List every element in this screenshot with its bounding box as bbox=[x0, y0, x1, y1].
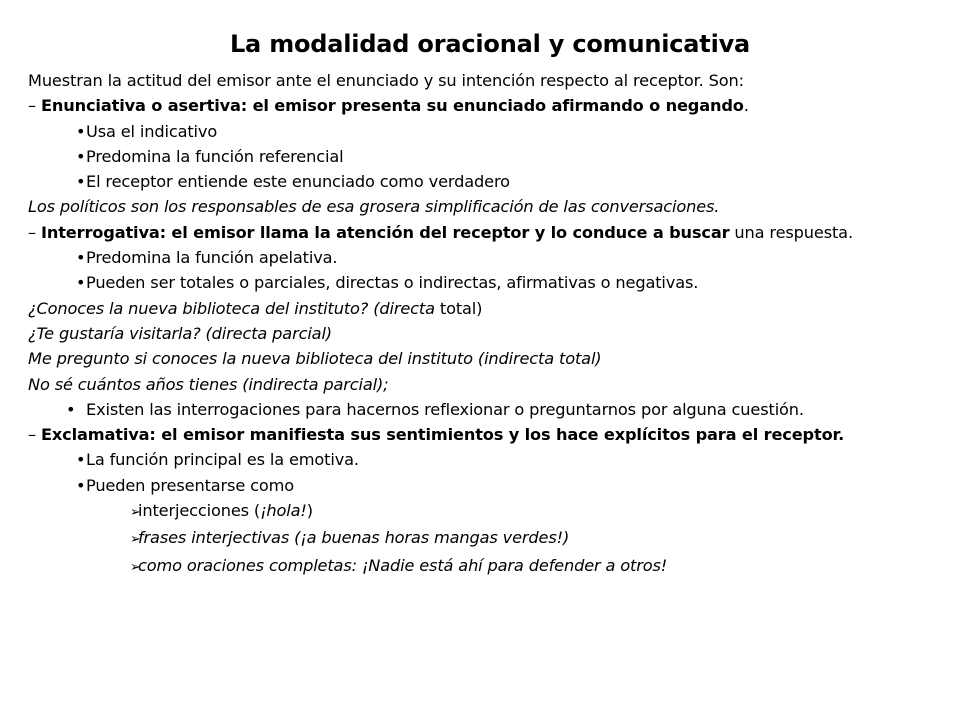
interrogativa-example: No sé cuántos años tienes (indirecta parcial); bbox=[28, 374, 389, 394]
enunciativa-heading-line bbox=[28, 93, 950, 118]
exclamativa-heading: Exclamativa: el emisor manifiesta sus sentimientos y los hace explícitos para el receptor. bbox=[40, 425, 845, 445]
bullet-text: Pueden presentarse como bbox=[86, 475, 295, 495]
interrogativa-example: Me pregunto si conoces la nueva biblioteca del instituto (indirecta total) bbox=[28, 349, 602, 369]
bullet-text: Usa el indicativo bbox=[86, 121, 218, 141]
bullet-icon: • bbox=[66, 399, 76, 419]
interrogativa-example bbox=[28, 296, 950, 321]
interrogativa-heading: Interrogativa: el emisor llama la atención del receptor y lo conduce a buscar bbox=[40, 222, 730, 242]
subitem-italic: frases interjectivas (¡a buenas horas mangas verdes!) bbox=[138, 528, 570, 548]
list-item bbox=[28, 397, 950, 422]
subitem-italic: ¡hola! bbox=[260, 501, 307, 521]
slide-title: La modalidad oracional y comunicativa bbox=[229, 30, 751, 58]
intro-text: Muestran la actitud del emisor ante el enunciado y su intención respecto al receptor. Son: bbox=[28, 71, 744, 90]
exclamativa-heading-line bbox=[28, 422, 950, 447]
bullet-icon: • bbox=[76, 475, 86, 495]
list-item bbox=[28, 270, 950, 295]
example-italic: ¿Conoces la nueva biblioteca del instituto? (directa bbox=[28, 298, 435, 318]
list-item bbox=[28, 245, 950, 270]
slide-body bbox=[28, 68, 950, 580]
example-plain: total) bbox=[434, 298, 483, 318]
arrow-bullet-icon: ➢ bbox=[130, 532, 141, 548]
interrogativa-example: ¿Te gustaría visitarla? (directa parcial) bbox=[28, 323, 332, 343]
dash: – bbox=[28, 96, 41, 116]
bullet-text: Predomina la función apelativa. bbox=[86, 248, 338, 268]
list-item bbox=[28, 473, 950, 498]
interrogativa-heading-line bbox=[28, 220, 950, 245]
list-item bbox=[28, 119, 950, 144]
bullet-icon: • bbox=[76, 248, 86, 268]
bullet-text: Existen las interrogaciones para hacernos reflexionar o preguntarnos por alguna cuestión. bbox=[86, 399, 804, 419]
list-item bbox=[28, 144, 950, 169]
enunciativa-example: Los políticos son los responsables de esa grosera simplificación de las conversaciones. bbox=[28, 197, 720, 217]
bullet-text: Predomina la función referencial bbox=[86, 146, 344, 166]
list-item bbox=[28, 447, 950, 472]
bullet-icon: • bbox=[76, 450, 86, 470]
enunciativa-heading: Enunciativa o asertiva: el emisor presenta su enunciado afirmando o negando bbox=[40, 96, 744, 116]
bullet-text: Pueden ser totales o parciales, directas o indirectas, afirmativas o negativas. bbox=[86, 273, 699, 293]
bullet-text: El receptor entiende este enunciado como verdadero bbox=[86, 172, 510, 192]
enunciativa-heading-end: . bbox=[743, 96, 749, 116]
arrow-bullet-icon: ➢ bbox=[130, 559, 141, 575]
bullet-icon: • bbox=[76, 121, 86, 141]
bullet-icon: • bbox=[76, 273, 86, 293]
bullet-icon: • bbox=[76, 172, 86, 192]
bullet-text: La función principal es la emotiva. bbox=[86, 450, 359, 470]
subitem-italic: como oraciones completas: ¡Nadie está ahí para defender a otros! bbox=[138, 555, 668, 575]
arrow-bullet-icon: ➢ bbox=[130, 505, 141, 521]
list-item bbox=[28, 169, 950, 194]
subitem-end: ) bbox=[306, 501, 313, 521]
bullet-icon: • bbox=[76, 146, 86, 166]
sub-list-item bbox=[28, 525, 950, 552]
dash: – bbox=[28, 222, 41, 242]
interrogativa-heading-rest: una respuesta. bbox=[729, 222, 853, 242]
subitem-plain: interjecciones ( bbox=[138, 501, 261, 521]
sub-list-item bbox=[28, 498, 950, 525]
dash: – bbox=[28, 425, 41, 445]
sub-list-item bbox=[28, 553, 950, 580]
